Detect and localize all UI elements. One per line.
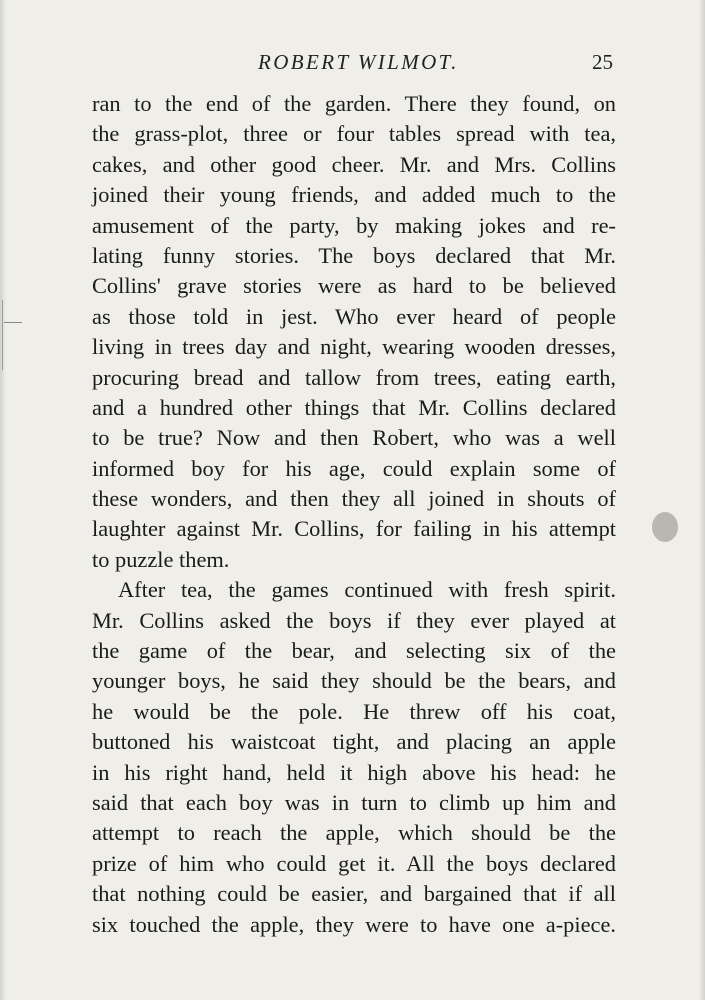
- text-line: Mr. Collins asked the boys if they ever played at: [92, 607, 616, 633]
- text-line: as those told in jest. Who ever heard of people: [92, 303, 616, 329]
- text-line: he would be the pole. He threw off his coat,: [92, 698, 616, 724]
- text-line: younger boys, he said they should be the bears, and: [92, 668, 616, 694]
- text-line: to be true? Now and then Robert, who was a well: [92, 425, 616, 451]
- text-line: in his right hand, held it high above his head: he: [92, 759, 616, 785]
- text-line: the grass-plot, three or four tables spread with tea,: [92, 121, 616, 147]
- text-line: procuring bread and tallow from trees, eating earth,: [92, 364, 616, 390]
- text-line: said that each boy was in turn to climb up him and: [92, 789, 616, 815]
- text-line: and a hundred other things that Mr. Collins declared: [92, 394, 616, 420]
- text-line: informed boy for his age, could explain some of: [92, 455, 616, 481]
- body-text: [92, 89, 616, 940]
- running-title: ROBERT WILMOT.: [258, 50, 459, 74]
- page-header: [0, 50, 705, 76]
- text-line: amusement of the party, by making jokes and re-: [92, 212, 616, 238]
- page-number: 25: [592, 50, 613, 74]
- text-line: the game of the bear, and selecting six of the: [92, 638, 616, 664]
- text-line: six touched the apple, they were to have one a-piece.: [92, 911, 616, 937]
- text-line: laughter against Mr. Collins, for failing in his attempt: [92, 516, 616, 542]
- paragraph-2: [92, 575, 616, 940]
- text-line: that nothing could be easier, and bargained that if all: [92, 881, 616, 907]
- paragraph-1: [92, 89, 616, 575]
- text-line: After tea, the games continued with fresh spirit.: [118, 577, 616, 603]
- text-line: prize of him who could get it. All the boys declared: [92, 850, 616, 876]
- page-edge-shadow-left: [0, 0, 6, 1000]
- text-line: buttoned his waistcoat tight, and placing an apple: [92, 729, 616, 755]
- text-line: cakes, and other good cheer. Mr. and Mrs. Collins: [92, 151, 616, 177]
- text-line: ran to the end of the garden. There they found, on: [92, 91, 616, 116]
- text-line: attempt to reach the apple, which should be the: [92, 820, 616, 846]
- text-line: living in trees day and night, wearing wooden dresses,: [92, 334, 616, 360]
- page-edge-shadow-right: [699, 0, 705, 1000]
- margin-tick-mark: [4, 322, 22, 323]
- text-line: to puzzle them.: [92, 546, 230, 572]
- text-line: Collins' grave stories were as hard to be believed: [92, 273, 616, 299]
- text-line: joined their young friends, and added much to the: [92, 182, 616, 208]
- paper-stain: [652, 512, 678, 542]
- margin-fold-mark: [2, 300, 3, 370]
- text-line: lating funny stories. The boys declared that Mr.: [92, 242, 616, 268]
- text-line: these wonders, and then they all joined in shouts of: [92, 486, 616, 512]
